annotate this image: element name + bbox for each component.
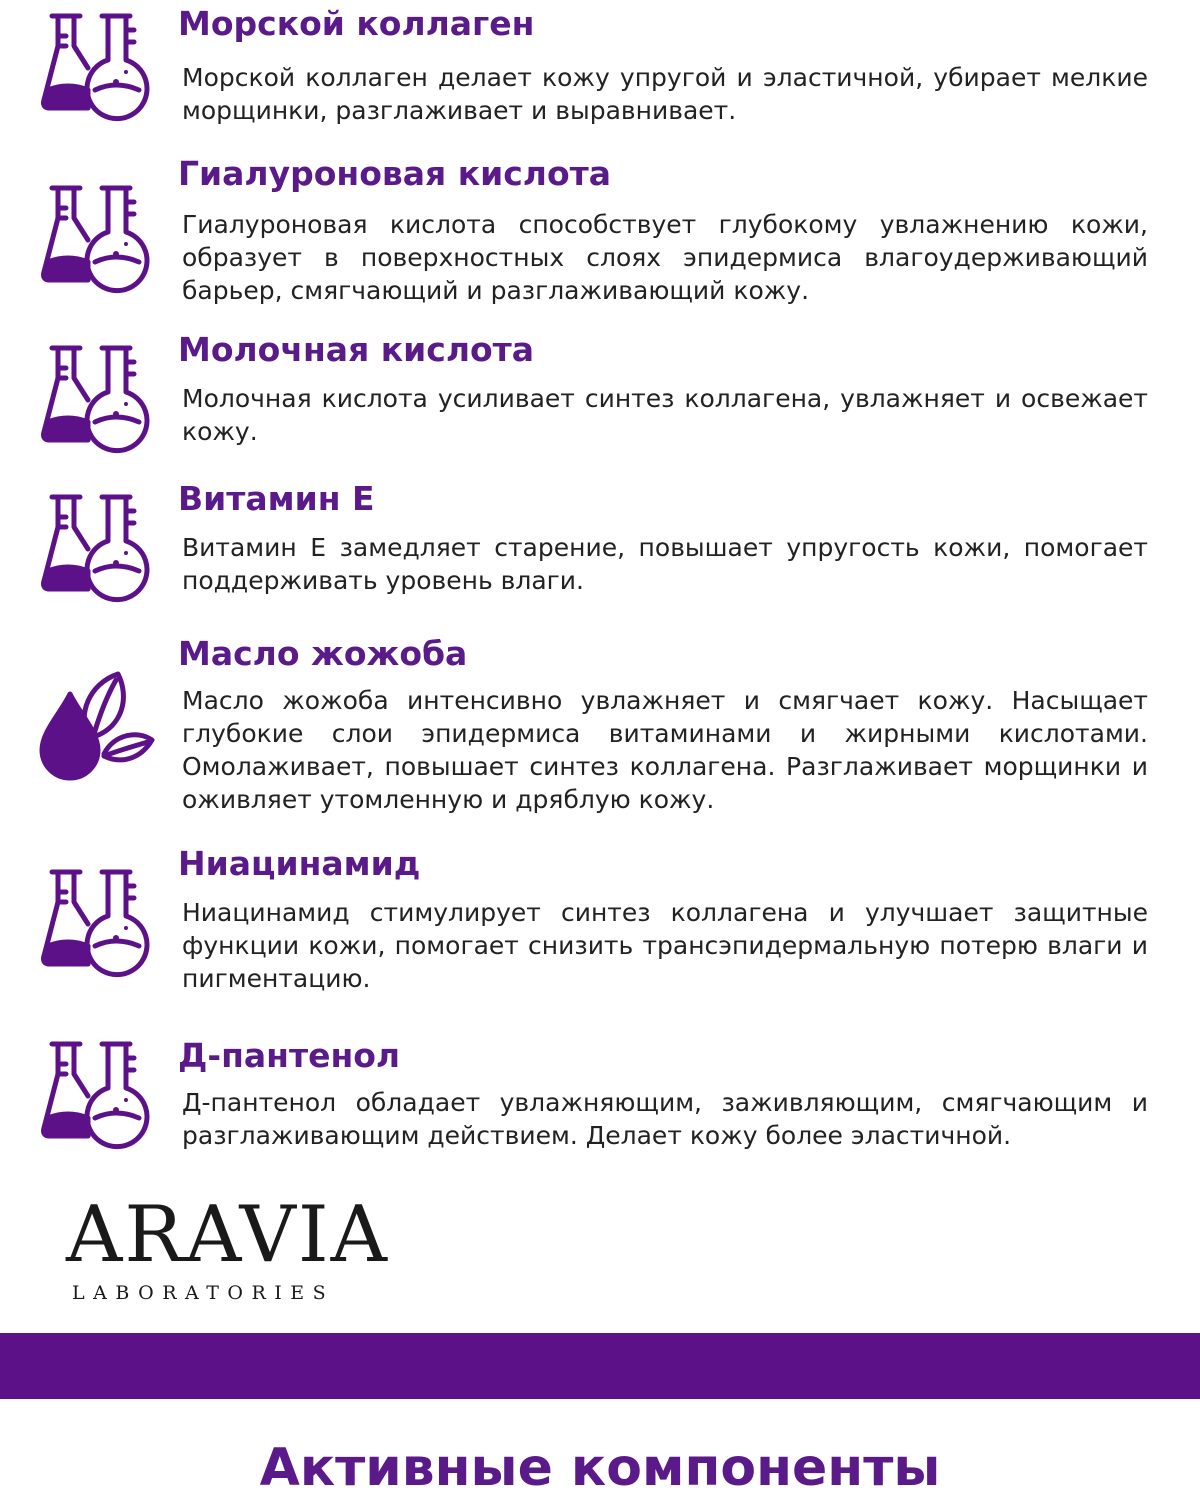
lab-flasks-icon (38, 180, 158, 300)
lab-flasks-icon (38, 340, 158, 460)
brand-subtitle: LABORATORIES (72, 1282, 335, 1304)
lab-flasks-icon (38, 489, 158, 609)
lab-flasks-icon (38, 8, 158, 128)
lab-flasks-icon (38, 1036, 158, 1156)
ingredient-description: Витамин Е замедляет старение, повышает упругость кожи, помогает поддерживать уровень влаги. (182, 533, 1148, 595)
lab-flasks-icon (38, 864, 158, 984)
ingredient-description: Морской коллаген делает кожу упругой и эластичной, убирает мелкие морщинки, разглаживает и выравнивает. (182, 63, 1148, 125)
ingredient-name: Морской коллаген (178, 4, 535, 43)
ingredient-description: Д-пантенол обладает увлажняющим, заживляющим, смягчающим и разглаживающим действием. Делает кожу более эластичной. (182, 1088, 1148, 1150)
ingredient-name: Витамин Е (178, 479, 375, 518)
ingredient-name: Гиалуроновая кислота (178, 154, 612, 193)
section-title: Активные компоненты (259, 1438, 941, 1498)
ingredient-name: Молочная кислота (178, 330, 535, 369)
ingredient-description: Ниацинамид стимулирует синтез коллагена и улучшает защитные функции кожи, помогает снизить трансэпидермальную потерю влаги и пигментацию. (182, 898, 1148, 993)
accent-band (0, 1333, 1200, 1399)
ingredient-name: Масло жожоба (178, 634, 468, 673)
brand-name: ARAVIA (66, 1190, 389, 1280)
ingredient-description: Гиалуроновая кислота способствует глубокому увлажнению кожи, образует в поверхностных слоях эпидермиса влагоудерживающий барьер, смягчающий и разглаживающий кожу. (182, 210, 1148, 305)
ingredient-description: Молочная кислота усиливает синтез коллагена, увлажняет и освежает кожу. (182, 384, 1148, 446)
ingredient-name: Д-пантенол (178, 1036, 401, 1075)
brand-logo (66, 1190, 406, 1308)
oil-drop-leaf-icon (38, 664, 158, 784)
ingredient-description: Масло жожоба интенсивно увлажняет и смягчает кожу. Насыщает глубокие слои эпидермиса витаминами и жирными кислотами. Омолаживает, повышает синтез коллагена. Разглаживает морщинки и оживляет утомленную и дряблую кожу. (182, 686, 1148, 814)
ingredient-name: Ниацинамид (178, 844, 421, 883)
